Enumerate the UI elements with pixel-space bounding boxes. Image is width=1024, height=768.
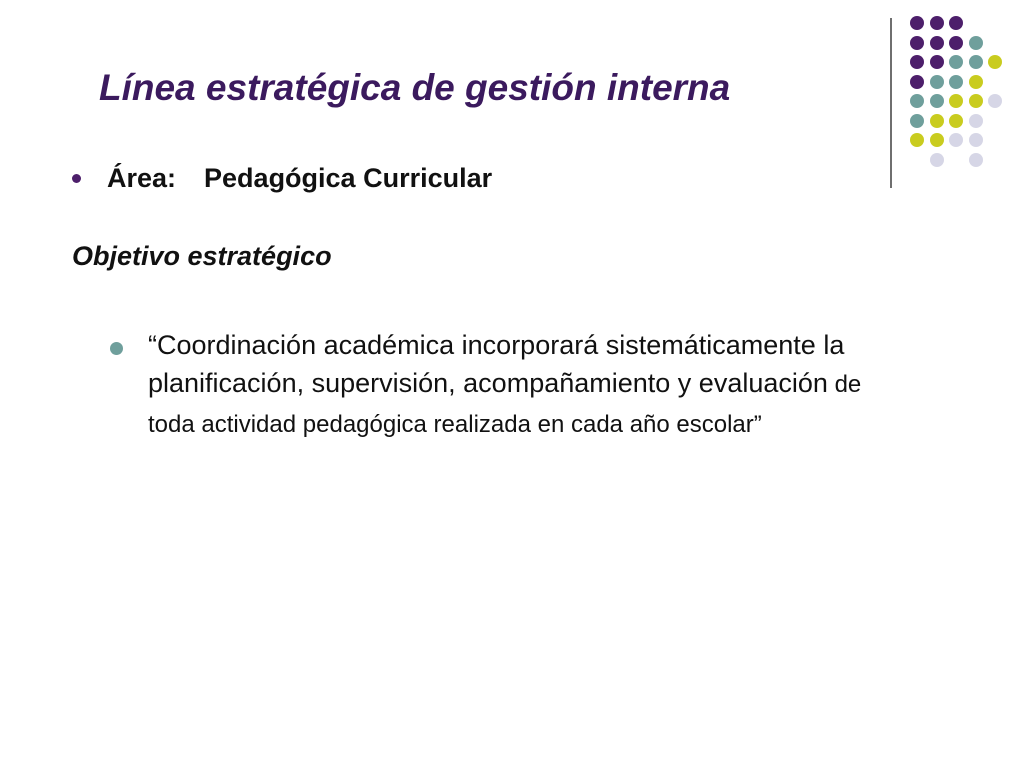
decorative-dot — [910, 114, 924, 128]
decorative-dot — [949, 55, 963, 69]
decorative-dot — [949, 94, 963, 108]
decorative-dot — [930, 55, 944, 69]
decorative-dot — [910, 75, 924, 89]
decorative-dot — [910, 133, 924, 147]
decorative-dot — [910, 36, 924, 50]
objective-text-main: “Coordinación académica incorporará sistemáticamente la planificación, supervisión, acompañamiento y evaluación — [148, 330, 845, 398]
decorative-dot — [930, 153, 944, 167]
decorative-dot — [969, 114, 983, 128]
purple-bullet-icon — [72, 174, 81, 183]
decorative-dot — [930, 16, 944, 30]
decorative-dot — [949, 75, 963, 89]
decorative-dot — [930, 133, 944, 147]
decorative-dot — [930, 36, 944, 50]
decorative-dot — [988, 94, 1002, 108]
area-bullet-item — [72, 158, 492, 198]
decorative-dot — [910, 55, 924, 69]
decorative-dot — [949, 16, 963, 30]
decorative-dot — [969, 75, 983, 89]
decorative-dot — [910, 94, 924, 108]
objective-heading: Objetivo estratégico — [72, 241, 332, 271]
teal-bullet-icon — [110, 342, 123, 355]
decorative-dot — [969, 133, 983, 147]
decorative-dot — [988, 55, 1002, 69]
area-value: Pedagógica Curricular — [204, 162, 493, 193]
slide-title: Línea estratégica de gestión interna — [99, 67, 731, 108]
decorative-dot — [949, 133, 963, 147]
decorative-dot — [969, 94, 983, 108]
decorative-dot — [949, 36, 963, 50]
decorative-dot — [930, 75, 944, 89]
decorative-dot — [930, 94, 944, 108]
decorative-dot — [969, 55, 983, 69]
decorative-dot — [969, 36, 983, 50]
decorative-dot — [930, 114, 944, 128]
objective-text — [148, 326, 868, 444]
decorative-dot — [949, 114, 963, 128]
area-label: Área: — [107, 162, 177, 193]
decorative-dot — [969, 153, 983, 167]
objective-text-tail: de toda actividad pedagógica realizada en cada año escolar” — [148, 371, 862, 438]
decorative-dot — [910, 16, 924, 30]
vertical-divider — [890, 18, 892, 188]
